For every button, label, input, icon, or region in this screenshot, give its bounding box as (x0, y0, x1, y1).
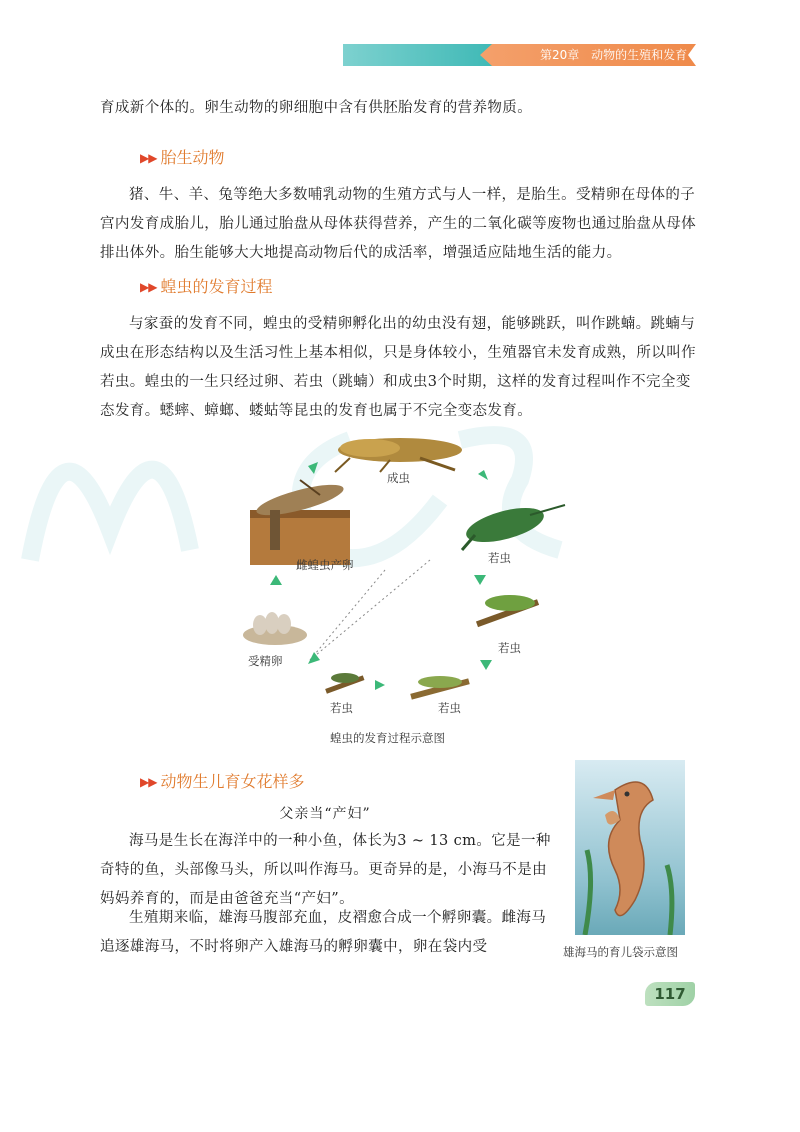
section-title: 胎生动物 (160, 148, 225, 167)
arrow-female-to-egg (270, 575, 282, 585)
arrow-nymph-mid-up (474, 575, 486, 585)
section-heading-reproduction (140, 769, 304, 792)
triangle-bullet-icon: ▶▶ (140, 280, 157, 294)
nymph-bottom-right-illustration (410, 676, 470, 700)
section3-paragraph-1: 海马是生长在海洋中的一种小鱼，体长为3 ~ 13 cm。它是一种奇特的鱼，头部像马头，所以叫作海马。更奇异的是，小海马不是由妈妈养育的，而是由爸爸充当“产妇”。 (100, 833, 551, 907)
dotted-guide-line (310, 570, 385, 660)
label-nymph-right-mid: 若虫 (498, 641, 521, 655)
seahorse-illustration (575, 760, 685, 935)
nymph-bottom-left-illustration (325, 673, 364, 694)
label-nymph-bottom-right: 若虫 (438, 701, 461, 715)
dotted-guide-line-2 (310, 560, 430, 660)
section-title: 蝗虫的发育过程 (160, 277, 273, 296)
triangle-bullet-icon: ▶▶ (140, 151, 157, 165)
section3-paragraph-2: 生殖期来临，雄海马腹部充血，皮褶愈合成一个孵卵囊。雌海马追逐雄海马，不时将卵产入雄海马的孵卵囊中，卵在袋内受 (100, 910, 547, 955)
label-female-laying: 雌蝗虫产卵 (296, 558, 354, 572)
section1-paragraph: 猪、牛、羊、兔等绝大多数哺乳动物的生殖方式与人一样，是胎生。受精卵在母体的子宫内发育成胎儿，胎儿通过胎盘从母体获得营养，产生的二氧化碳等废物也通过胎盘从母体排出体外。胎生能够大大地提高动物后代的成活率，增强适应陆地生活的能力。 (100, 187, 696, 261)
subsection-title: 父亲当“产妇” (279, 806, 371, 822)
chapter-number: 第20章 (540, 48, 580, 62)
female-locust-laying-illustration (250, 479, 350, 565)
label-adult: 成虫 (387, 471, 410, 485)
chapter-title: 动物的生殖和发育 (591, 48, 688, 62)
page-number: 117 (645, 982, 695, 1006)
section-heading-viviparous (140, 145, 224, 168)
locust-lifecycle-diagram (230, 420, 580, 750)
figure-caption-seahorse: 雄海马的育儿袋示意图 (563, 945, 678, 959)
eggs-illustration (243, 612, 307, 645)
section-title: 动物生儿育女花样多 (160, 772, 305, 791)
nymph-right-top-illustration (462, 501, 565, 550)
header-band-teal (343, 44, 493, 66)
arrow-nymph-to-nymph (375, 680, 385, 690)
arrow-adult-to-female (308, 462, 318, 474)
intro-paragraph: 育成新个体的。卵生动物的卵细胞中含有供胚胎发育的营养物质。 (100, 100, 533, 116)
figure-caption-locust: 蝗虫的发育过程示意图 (330, 731, 445, 745)
adult-locust-illustration (335, 438, 462, 472)
label-egg: 受精卵 (248, 654, 283, 668)
arrow-nymph-to-adult (478, 470, 488, 480)
label-nymph-right-top: 若虫 (488, 551, 511, 565)
label-nymph-bottom-left: 若虫 (330, 701, 353, 715)
section-heading-locust (140, 274, 272, 297)
chapter-header (540, 46, 687, 63)
section2-paragraph: 与家蚕的发育不同，蝗虫的受精卵孵化出的幼虫没有翅，能够跳跃，叫作跳蝻。跳蝻与成虫在形态结构以及生活习性上基本相似，只是身体较小，生殖器官未发育成熟，所以叫作若虫。蝗虫的一生只经过卵、若虫（跳蝻）和成虫3个时期，这样的发育过程叫作不完全变态发育。蟋蟀、蟑螂、蝼蛄等昆虫的发育也属于不完全变态发育。 (100, 316, 696, 419)
nymph-right-mid-illustration (476, 595, 539, 627)
seahorse-svg (575, 760, 685, 935)
triangle-bullet-icon: ▶▶ (140, 775, 157, 789)
arrow-nymph-bottom-up (480, 660, 492, 670)
